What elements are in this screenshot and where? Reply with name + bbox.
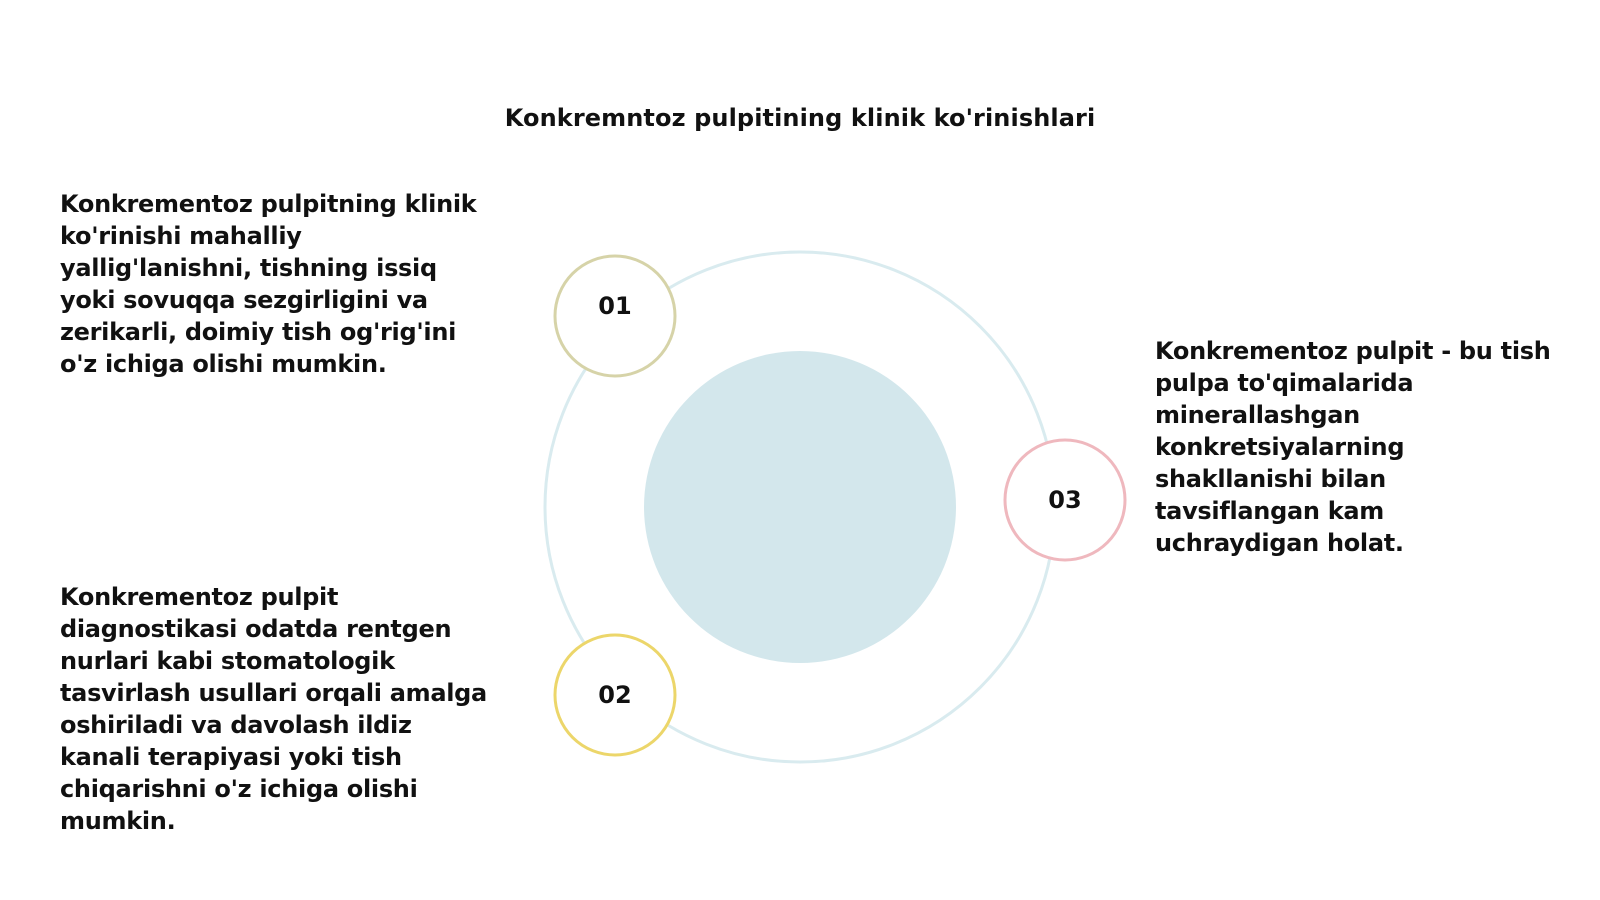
step-03-description: Konkrementoz pulpit - bu tish pulpa to'qimalarida minerallashgan konkretsiyalarning shakllanishi bilan tavsiflangan kam uchraydigan holat. xyxy=(1155,337,1551,557)
page-title: Konkremntoz pulpitining klinik ko'rinishlari xyxy=(504,104,1096,133)
center-circle xyxy=(644,351,956,663)
step-01-number: 01 xyxy=(598,292,632,320)
step-02-description: Konkrementoz pulpit diagnostikasi odatda rentgen nurlari kabi stomatologik tasvirlash usullari orqali amalga oshiriladi va davolash ildiz kanali terapiyasi yoki tish chiqarishni o'z ichiga olishi mumkin. xyxy=(60,583,487,835)
step-03-number: 03 xyxy=(1048,486,1082,514)
step-02-number: 02 xyxy=(598,681,632,709)
step-01-description: Konkrementoz pulpitning klinik ko'rinishi mahalliy yallig'lanishni, tishning issiq yoki sovuqqa sezgirligini va zerikarli, doimiy tish og'rig'ini o'z ichiga olishi mumkin. xyxy=(60,190,477,378)
